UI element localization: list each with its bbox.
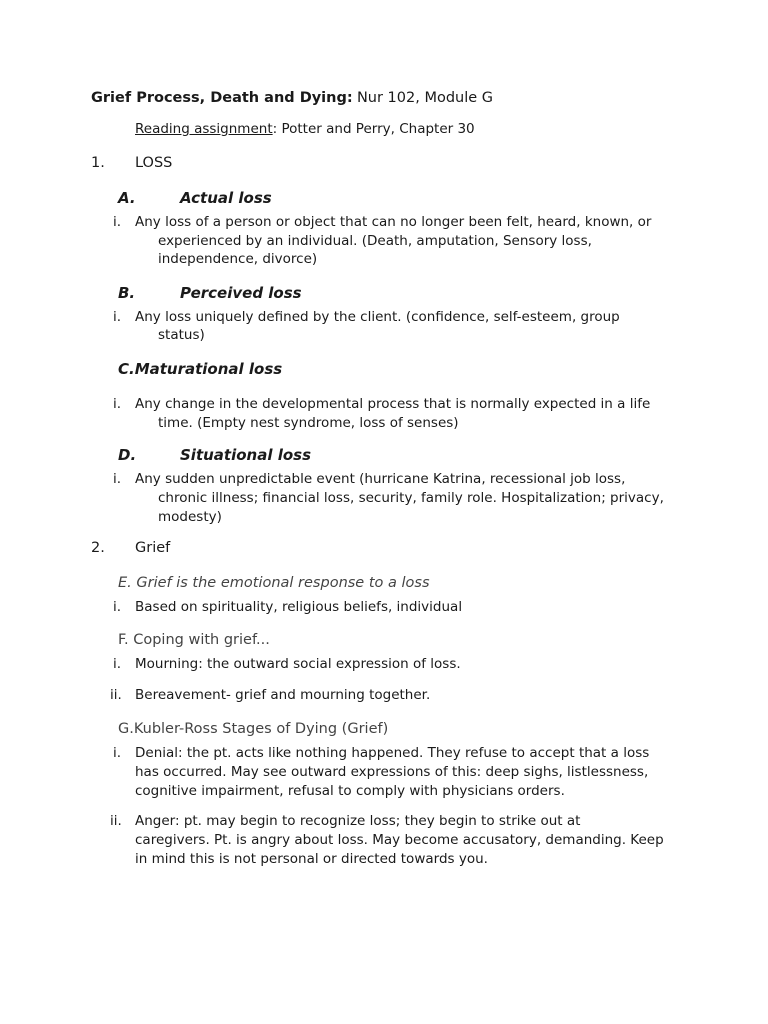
reading-label: Reading assignment <box>135 121 273 137</box>
subsection-f-heading: F. Coping with grief... <box>118 632 270 648</box>
subsection-b-heading: Perceived loss <box>180 284 302 302</box>
subsection-a-heading: Actual loss <box>180 189 272 207</box>
subsection-g-item1-line1: Denial: the pt. acts like nothing happened. They refuse to accept that a loss <box>135 745 650 761</box>
document-title <box>91 89 493 107</box>
section2-heading: Grief <box>135 540 171 556</box>
subsection-b-marker: i. <box>113 309 122 325</box>
subsection-d-line3: modesty) <box>158 509 222 525</box>
subsection-d-heading: Situational loss <box>180 446 312 464</box>
subsection-d-marker: i. <box>113 471 122 487</box>
subsection-a-line1: Any loss of a person or object that can no longer been felt, heard, known, or <box>135 214 652 230</box>
subsection-a-line3: independence, divorce) <box>158 251 318 267</box>
subsection-g-item2-marker: ii. <box>110 813 122 829</box>
subsection-b-line1: Any loss uniquely defined by the client. (confidence, self-esteem, group <box>135 309 620 325</box>
subsection-a-letter: A. <box>118 189 136 207</box>
reading-assignment <box>135 120 475 138</box>
subsection-b-letter: B. <box>118 284 136 302</box>
title-bold: Grief Process, Death and Dying: <box>91 90 353 106</box>
subsection-g-item2-line1: Anger: pt. may begin to recognize loss; they begin to strike out at <box>135 813 581 829</box>
subsection-g-item1-line3: cognitive impairment, refusal to comply with physicians orders. <box>135 783 565 799</box>
subsection-f-item1-marker: i. <box>113 656 122 672</box>
subsection-f-item2-text: Bereavement- grief and mourning together. <box>135 687 431 703</box>
subsection-c-line1: Any change in the developmental process that is normally expected in a life <box>135 396 651 412</box>
section1-number: 1. <box>91 155 105 171</box>
title-rest: Nur 102, Module G <box>356 90 494 106</box>
section2-number: 2. <box>91 540 105 556</box>
subsection-e-marker: i. <box>113 599 122 615</box>
subsection-g-item2-line3: in mind this is not personal or directed towards you. <box>135 851 488 867</box>
subsection-f-item2-marker: ii. <box>110 687 122 703</box>
subsection-c-marker: i. <box>113 396 122 412</box>
subsection-g-item1-marker: i. <box>113 745 122 761</box>
subsection-g-heading: G.Kubler-Ross Stages of Dying (Grief) <box>118 721 389 737</box>
subsection-a-marker: i. <box>113 214 122 230</box>
subsection-c-line2: time. (Empty nest syndrome, loss of senses) <box>158 415 459 431</box>
subsection-c-heading: C.Maturational loss <box>118 360 283 378</box>
subsection-b-line2: status) <box>158 327 205 343</box>
subsection-g-item1-line2: has occurred. May see outward expressions of this: deep sighs, listlessness, <box>135 764 649 780</box>
subsection-d-letter: D. <box>118 446 137 464</box>
reading-text: : Potter and Perry, Chapter 30 <box>272 121 475 137</box>
subsection-d-line2: chronic illness; financial loss, security, family role. Hospitalization; privacy, <box>158 490 664 506</box>
subsection-a-line2: experienced by an individual. (Death, amputation, Sensory loss, <box>158 233 592 249</box>
subsection-d-line1: Any sudden unpredictable event (hurricane Katrina, recessional job loss, <box>135 471 626 487</box>
section1-heading: LOSS <box>135 155 173 171</box>
subsection-g-item2-line2: caregivers. Pt. is angry about loss. May become accusatory, demanding. Keep <box>135 832 664 848</box>
subsection-e-text: Based on spirituality, religious beliefs, individual <box>135 599 463 615</box>
subsection-e-heading: E. Grief is the emotional response to a loss <box>118 575 430 591</box>
subsection-f-item1-text: Mourning: the outward social expression of loss. <box>135 656 461 672</box>
